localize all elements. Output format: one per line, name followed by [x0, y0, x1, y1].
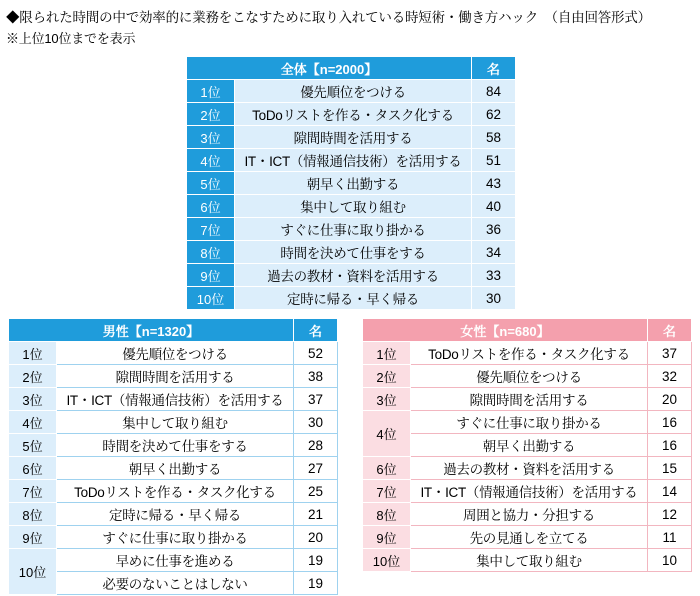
table-row: [363, 342, 692, 365]
rank-label: 5位: [187, 172, 235, 195]
count-value: 40: [472, 195, 516, 218]
overall-rank-table: [186, 56, 516, 310]
table-row: [363, 411, 692, 434]
table-row: [187, 287, 516, 310]
rank-label: 1位: [363, 342, 411, 365]
table-row: [187, 172, 516, 195]
table-row: [363, 365, 692, 388]
rank-label: 10位: [363, 549, 411, 572]
table-row: [363, 503, 692, 526]
item-label: 朝早く出勤する: [411, 434, 648, 457]
item-label: 過去の教材・資料を活用する: [235, 264, 472, 287]
rank-label: 10位: [9, 549, 57, 595]
table-row: [187, 103, 516, 126]
female-rank-table: [362, 318, 692, 572]
table-row: [187, 241, 516, 264]
rank-label: 8位: [363, 503, 411, 526]
count-value: 11: [648, 526, 692, 549]
rank-label: 5位: [9, 434, 57, 457]
table-row: [9, 365, 338, 388]
table-row: [9, 457, 338, 480]
count-value: 43: [472, 172, 516, 195]
rank-label: 4位: [363, 411, 411, 457]
item-label: 過去の教材・資料を活用する: [411, 457, 648, 480]
item-label: ToDoリストを作る・タスク化する: [235, 103, 472, 126]
item-label: 優先順位をつける: [57, 342, 294, 365]
count-value: 25: [294, 480, 338, 503]
count-value: 19: [294, 572, 338, 595]
rank-label: 9位: [9, 526, 57, 549]
count-value: 33: [472, 264, 516, 287]
rank-label: 7位: [9, 480, 57, 503]
rank-label: 2位: [363, 365, 411, 388]
count-value: 20: [648, 388, 692, 411]
count-value: 58: [472, 126, 516, 149]
item-label: 優先順位をつける: [411, 365, 648, 388]
rank-label: 2位: [187, 103, 235, 126]
item-label: 周囲と協力・分担する: [411, 503, 648, 526]
rank-label: 1位: [9, 342, 57, 365]
table-row: [9, 526, 338, 549]
count-value: 30: [294, 411, 338, 434]
rank-label: 4位: [187, 149, 235, 172]
item-label: 集中して取り組む: [235, 195, 472, 218]
item-label: 優先順位をつける: [235, 80, 472, 103]
table-row: [9, 342, 338, 365]
item-label: IT・ICT（情報通信技術）を活用する: [235, 149, 472, 172]
item-label: 隙間時間を活用する: [411, 388, 648, 411]
count-value: 16: [648, 411, 692, 434]
rank-label: 2位: [9, 365, 57, 388]
count-value: 21: [294, 503, 338, 526]
table-row: [9, 480, 338, 503]
table-row: [187, 80, 516, 103]
rank-label: 3位: [187, 126, 235, 149]
table-row: [363, 434, 692, 457]
item-label: すぐに仕事に取り掛かる: [57, 526, 294, 549]
rank-label: 1位: [187, 80, 235, 103]
rank-label: 10位: [187, 287, 235, 310]
count-value: 12: [648, 503, 692, 526]
item-label: 隙間時間を活用する: [235, 126, 472, 149]
table-row: [363, 480, 692, 503]
item-label: 朝早く出勤する: [57, 457, 294, 480]
table-row: [9, 388, 338, 411]
table-row: [363, 526, 692, 549]
table-row: [187, 218, 516, 241]
item-label: 隙間時間を活用する: [57, 365, 294, 388]
rank-label: 6位: [363, 457, 411, 480]
item-label: 集中して取り組む: [411, 549, 648, 572]
count-value: 30: [472, 287, 516, 310]
table-header-row: [9, 319, 338, 342]
rank-label: 6位: [187, 195, 235, 218]
table-row: [187, 149, 516, 172]
rank-label: 3位: [9, 388, 57, 411]
count-value: 19: [294, 549, 338, 572]
count-value: 84: [472, 80, 516, 103]
table-header-row: [363, 319, 692, 342]
item-label: 先の見通しを立てる: [411, 526, 648, 549]
table-row: [9, 411, 338, 434]
item-label: 必要のないことはしない: [57, 572, 294, 595]
count-value: 34: [472, 241, 516, 264]
rank-label: 8位: [187, 241, 235, 264]
item-label: ToDoリストを作る・タスク化する: [57, 480, 294, 503]
table-row: [363, 457, 692, 480]
table-row: [187, 126, 516, 149]
table-row: [363, 549, 692, 572]
table-header-row: [187, 57, 516, 80]
female-title: 女性【n=680】: [363, 319, 648, 342]
item-label: 集中して取り組む: [57, 411, 294, 434]
male-rank-table: [8, 318, 338, 595]
count-value: 20: [294, 526, 338, 549]
count-value: 37: [294, 388, 338, 411]
overall-title: 全体【n=2000】: [187, 57, 472, 80]
table-row: [9, 434, 338, 457]
table-row: [187, 195, 516, 218]
count-value: 37: [648, 342, 692, 365]
item-label: 定時に帰る・早く帰る: [235, 287, 472, 310]
table-row: [9, 549, 338, 572]
count-value: 38: [294, 365, 338, 388]
item-label: ToDoリストを作る・タスク化する: [411, 342, 648, 365]
rank-label: 7位: [363, 480, 411, 503]
item-label: 定時に帰る・早く帰る: [57, 503, 294, 526]
count-value: 27: [294, 457, 338, 480]
page-subnote: ※上位10位までを表示: [6, 31, 136, 46]
count-value: 28: [294, 434, 338, 457]
item-label: 朝早く出勤する: [235, 172, 472, 195]
count-value: 36: [472, 218, 516, 241]
item-label: すぐに仕事に取り掛かる: [411, 411, 648, 434]
rank-label: 6位: [9, 457, 57, 480]
rank-label: 9位: [187, 264, 235, 287]
male-unit-header: 名: [294, 319, 338, 342]
page-headline: ◆限られた時間の中で効率的に業務をこなすために取り入れている時短術・働き方ハック （自由回答形式）: [6, 10, 651, 25]
rank-label: 8位: [9, 503, 57, 526]
count-value: 62: [472, 103, 516, 126]
count-value: 52: [294, 342, 338, 365]
rank-label: 7位: [187, 218, 235, 241]
table-row: [9, 503, 338, 526]
rank-label: 9位: [363, 526, 411, 549]
overall-unit-header: 名: [472, 57, 516, 80]
rank-label: 3位: [363, 388, 411, 411]
table-row: [363, 388, 692, 411]
item-label: IT・ICT（情報通信技術）を活用する: [57, 388, 294, 411]
table-row: [9, 572, 338, 595]
count-value: 16: [648, 434, 692, 457]
item-label: 早めに仕事を進める: [57, 549, 294, 572]
item-label: 時間を決めて仕事をする: [57, 434, 294, 457]
item-label: IT・ICT（情報通信技術）を活用する: [411, 480, 648, 503]
count-value: 32: [648, 365, 692, 388]
count-value: 15: [648, 457, 692, 480]
female-unit-header: 名: [648, 319, 692, 342]
table-row: [187, 264, 516, 287]
male-title: 男性【n=1320】: [9, 319, 294, 342]
item-label: すぐに仕事に取り掛かる: [235, 218, 472, 241]
rank-label: 4位: [9, 411, 57, 434]
count-value: 51: [472, 149, 516, 172]
item-label: 時間を決めて仕事をする: [235, 241, 472, 264]
count-value: 14: [648, 480, 692, 503]
count-value: 10: [648, 549, 692, 572]
